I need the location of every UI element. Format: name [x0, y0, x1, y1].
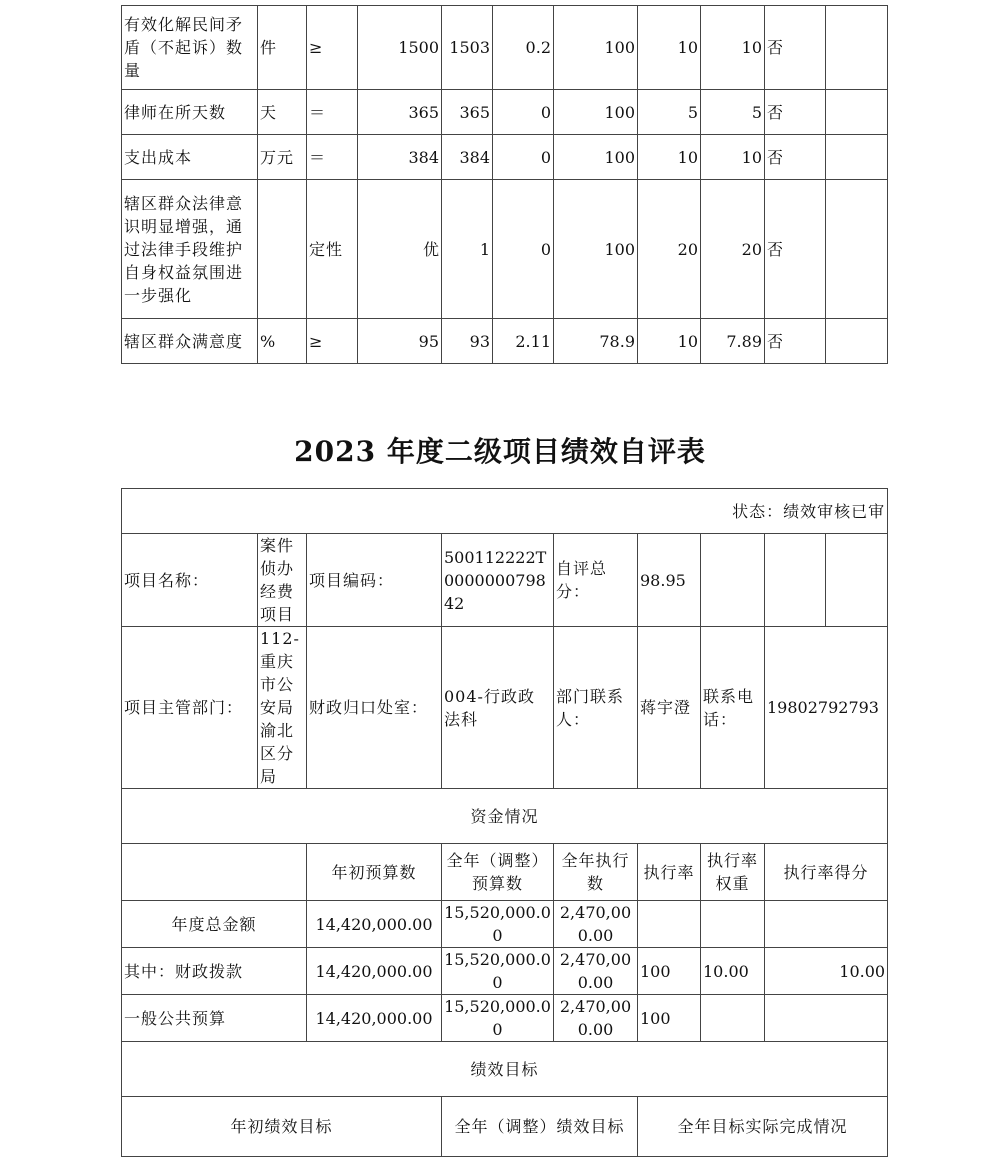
status-row [122, 489, 888, 534]
indicator-name: 辖区群众法律意识明显增强，通过法律手段维护自身权益氛围进一步强化 [122, 180, 258, 319]
funds-score [765, 995, 888, 1042]
project-code-value: 500112222T000000079842 [442, 534, 554, 627]
indicator-unit: 万元 [258, 135, 307, 180]
funds-weight [701, 995, 765, 1042]
indicator-deviation: 0 [493, 90, 554, 135]
department-row [122, 627, 888, 789]
empty-cell [826, 534, 888, 627]
indicator-completion: 78.9 [554, 319, 638, 364]
funds-row-label: 一般公共预算 [122, 995, 307, 1042]
indicator-target: 1500 [358, 6, 442, 90]
funds-row [122, 901, 888, 948]
indicator-score: 5 [701, 90, 765, 135]
indicator-completion: 100 [554, 90, 638, 135]
perf-column-header-row [122, 1097, 888, 1157]
indicator-operator: ＝ [307, 135, 358, 180]
indicator-extra [826, 90, 888, 135]
funds-adjusted: 15,520,000.00 [442, 901, 554, 948]
funds-executed: 2,470,000.00 [554, 995, 638, 1042]
phone-value: 19802792793 [765, 627, 888, 789]
indicator-row [122, 319, 888, 364]
indicator-extra [826, 6, 888, 90]
perf-header-row [122, 1042, 888, 1097]
funds-rate [638, 901, 701, 948]
indicator-row [122, 135, 888, 180]
funds-weight: 10.00 [701, 948, 765, 995]
indicator-actual: 384 [442, 135, 493, 180]
dept-label: 项目主管部门： [122, 627, 258, 789]
self-score-label: 自评总分： [554, 534, 638, 627]
indicator-weight: 10 [638, 135, 701, 180]
col-exec-rate: 执行率 [638, 844, 701, 901]
indicator-actual: 1 [442, 180, 493, 319]
col-exec-rate-score: 执行率得分 [765, 844, 888, 901]
col-initial-target: 年初绩效目标 [122, 1097, 442, 1157]
indicator-name: 律师在所天数 [122, 90, 258, 135]
indicator-target: 384 [358, 135, 442, 180]
indicator-deviation: 0 [493, 180, 554, 319]
indicator-row [122, 90, 888, 135]
finance-value: 004-行政政法科 [442, 627, 554, 789]
funds-rate: 100 [638, 995, 701, 1042]
empty-cell [122, 844, 307, 901]
indicator-row [122, 180, 888, 319]
indicator-row [122, 6, 888, 90]
dept-value: 112-重庆市公安局渝北区分局 [258, 627, 307, 789]
funds-executed: 2,470,000.00 [554, 948, 638, 995]
indicator-weight: 5 [638, 90, 701, 135]
indicator-flag: 否 [765, 135, 826, 180]
indicator-extra [826, 135, 888, 180]
contact-label: 部门联系人： [554, 627, 638, 789]
col-adjusted-budget: 全年（调整）预算数 [442, 844, 554, 901]
indicator-completion: 100 [554, 135, 638, 180]
funds-row-label: 年度总金额 [122, 901, 307, 948]
indicator-target: 优 [358, 180, 442, 319]
project-name-label: 项目名称： [122, 534, 258, 627]
indicator-completion: 100 [554, 6, 638, 90]
indicator-unit [258, 180, 307, 319]
indicator-target: 95 [358, 319, 442, 364]
funds-header-row [122, 789, 888, 844]
indicator-operator: 定性 [307, 180, 358, 319]
funds-adjusted: 15,520,000.00 [442, 995, 554, 1042]
project-code-label: 项目编码： [307, 534, 442, 627]
indicator-flag: 否 [765, 319, 826, 364]
empty-cell [701, 534, 765, 627]
funds-adjusted: 15,520,000.00 [442, 948, 554, 995]
funds-row [122, 995, 888, 1042]
indicator-operator: ≥ [307, 319, 358, 364]
funds-executed: 2,470,000.00 [554, 901, 638, 948]
indicator-actual: 1503 [442, 6, 493, 90]
indicator-target: 365 [358, 90, 442, 135]
form-title: 2023 年度二级项目绩效自评表 [294, 435, 706, 468]
indicator-deviation: 0 [493, 135, 554, 180]
indicator-flag: 否 [765, 180, 826, 319]
indicator-table [121, 5, 888, 364]
funds-score [765, 901, 888, 948]
indicator-unit: % [258, 319, 307, 364]
indicator-flag: 否 [765, 6, 826, 90]
indicator-actual: 365 [442, 90, 493, 135]
empty-cell [765, 534, 826, 627]
col-exec-rate-weight: 执行率权重 [701, 844, 765, 901]
funds-initial: 14,420,000.00 [307, 948, 442, 995]
indicator-weight: 20 [638, 180, 701, 319]
indicator-operator: ＝ [307, 90, 358, 135]
col-adjusted-target: 全年（调整）绩效目标 [442, 1097, 638, 1157]
indicator-extra [826, 319, 888, 364]
indicator-completion: 100 [554, 180, 638, 319]
funds-initial: 14,420,000.00 [307, 995, 442, 1042]
funds-row-label: 其中：财政拨款 [122, 948, 307, 995]
funds-row [122, 948, 888, 995]
indicator-name: 辖区群众满意度 [122, 319, 258, 364]
project-info-row [122, 534, 888, 627]
indicator-name: 有效化解民间矛盾（不起诉）数量 [122, 6, 258, 90]
perf-header: 绩效目标 [122, 1042, 888, 1097]
finance-label: 财政归口处室： [307, 627, 442, 789]
indicator-score: 20 [701, 180, 765, 319]
indicator-score: 10 [701, 135, 765, 180]
funds-column-header-row [122, 844, 888, 901]
self-evaluation-form [121, 488, 888, 1157]
col-executed: 全年执行数 [554, 844, 638, 901]
col-initial-budget: 年初预算数 [307, 844, 442, 901]
funds-rate: 100 [638, 948, 701, 995]
funds-initial: 14,420,000.00 [307, 901, 442, 948]
indicator-actual: 93 [442, 319, 493, 364]
project-name-value: 案件侦办经费项目 [258, 534, 307, 627]
funds-header: 资金情况 [122, 789, 888, 844]
indicator-deviation: 0.2 [493, 6, 554, 90]
col-actual-completion: 全年目标实际完成情况 [638, 1097, 888, 1157]
indicator-unit: 件 [258, 6, 307, 90]
indicator-unit: 天 [258, 90, 307, 135]
indicator-operator: ≥ [307, 6, 358, 90]
indicator-score: 7.89 [701, 319, 765, 364]
contact-value: 蒋宇澄 [638, 627, 701, 789]
indicator-name: 支出成本 [122, 135, 258, 180]
indicator-score: 10 [701, 6, 765, 90]
indicator-weight: 10 [638, 319, 701, 364]
indicator-weight: 10 [638, 6, 701, 90]
self-score-value: 98.95 [638, 534, 701, 627]
indicator-deviation: 2.11 [493, 319, 554, 364]
phone-label: 联系电话： [701, 627, 765, 789]
indicator-flag: 否 [765, 90, 826, 135]
funds-weight [701, 901, 765, 948]
indicator-extra [826, 180, 888, 319]
funds-score: 10.00 [765, 948, 888, 995]
status-text: 状态：绩效审核已审 [122, 489, 888, 534]
